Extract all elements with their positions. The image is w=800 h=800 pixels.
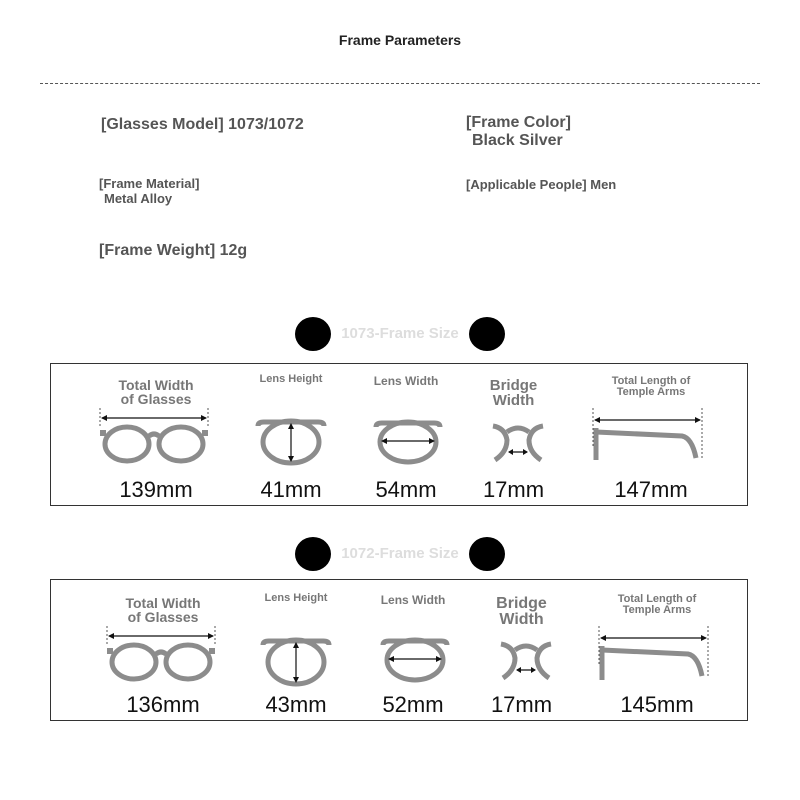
col-total-width <box>103 580 223 720</box>
single-lens-icon <box>374 418 442 466</box>
glasses-front-icon <box>106 626 216 682</box>
temple-arm-icon <box>592 408 704 464</box>
col-total-width <box>96 364 216 505</box>
temple-length-value: 147mm <box>614 477 688 502</box>
col-temple-length <box>586 364 716 505</box>
temple-length-value: 145mm <box>620 692 694 717</box>
bridge-icon <box>491 418 545 464</box>
single-lens-icon <box>256 416 326 466</box>
frame-size-pill-1072 <box>295 537 505 571</box>
total-width-label: Total Width of Glasses <box>125 595 201 625</box>
size-table-1072 <box>50 579 748 721</box>
page-title: Frame Parameters <box>338 32 462 48</box>
temple-arm-icon <box>598 626 710 682</box>
bridge-width-label: Bridge Width <box>496 595 547 628</box>
total-width-label: Total Width of Glasses <box>118 377 194 407</box>
bridge-width-value: 17mm <box>490 692 553 717</box>
frame-color <box>466 114 571 151</box>
col-lens-height <box>246 580 346 720</box>
total-width-value: 136mm <box>126 692 200 717</box>
applicable-people: [Applicable People] Men <box>466 177 617 192</box>
lens-height-value: 43mm <box>265 692 327 717</box>
lens-width-label: Lens Width <box>380 593 446 607</box>
frame-material-label: [Frame Material] <box>99 176 200 191</box>
lens-height-label: Lens Height <box>259 373 323 385</box>
glasses-model: [Glasses Model] 1073/1072 <box>101 116 304 133</box>
frame-material-value: Metal Alloy <box>104 190 173 206</box>
col-lens-width <box>356 364 456 505</box>
temple-length-label: Total Length of Temple Arms <box>611 375 691 398</box>
lens-height-value: 41mm <box>260 477 322 502</box>
temple-length-label: Total Length of Temple Arms <box>617 593 697 616</box>
lens-width-value: 52mm <box>382 692 444 717</box>
col-temple-length <box>592 580 722 720</box>
frame-weight: [Frame Weight] 12g <box>99 242 248 259</box>
pill-label: 1072-Frame Size <box>341 545 459 562</box>
lens-height-label: Lens Height <box>264 592 328 604</box>
col-lens-height <box>241 364 341 505</box>
col-bridge-width <box>471 364 556 505</box>
col-bridge-width <box>479 580 564 720</box>
col-lens-width <box>363 580 463 720</box>
frame-color-label: [Frame Color] <box>466 114 571 131</box>
frame-material <box>99 177 199 207</box>
total-width-value: 139mm <box>119 477 193 502</box>
lens-width-value: 54mm <box>375 477 437 502</box>
glasses-front-icon <box>99 408 209 464</box>
single-lens-icon <box>381 636 449 684</box>
single-lens-icon <box>261 635 331 687</box>
frame-size-pill-1073 <box>295 317 505 351</box>
lens-width-label: Lens Width <box>373 374 439 388</box>
bridge-icon <box>499 636 553 682</box>
bridge-width-value: 17mm <box>482 477 545 502</box>
bridge-width-label: Bridge Width <box>489 377 538 409</box>
size-table-1073 <box>50 363 748 506</box>
frame-color-value: Black Silver <box>472 132 563 150</box>
pill-label: 1073-Frame Size <box>341 325 459 342</box>
dashed-divider <box>40 83 760 84</box>
